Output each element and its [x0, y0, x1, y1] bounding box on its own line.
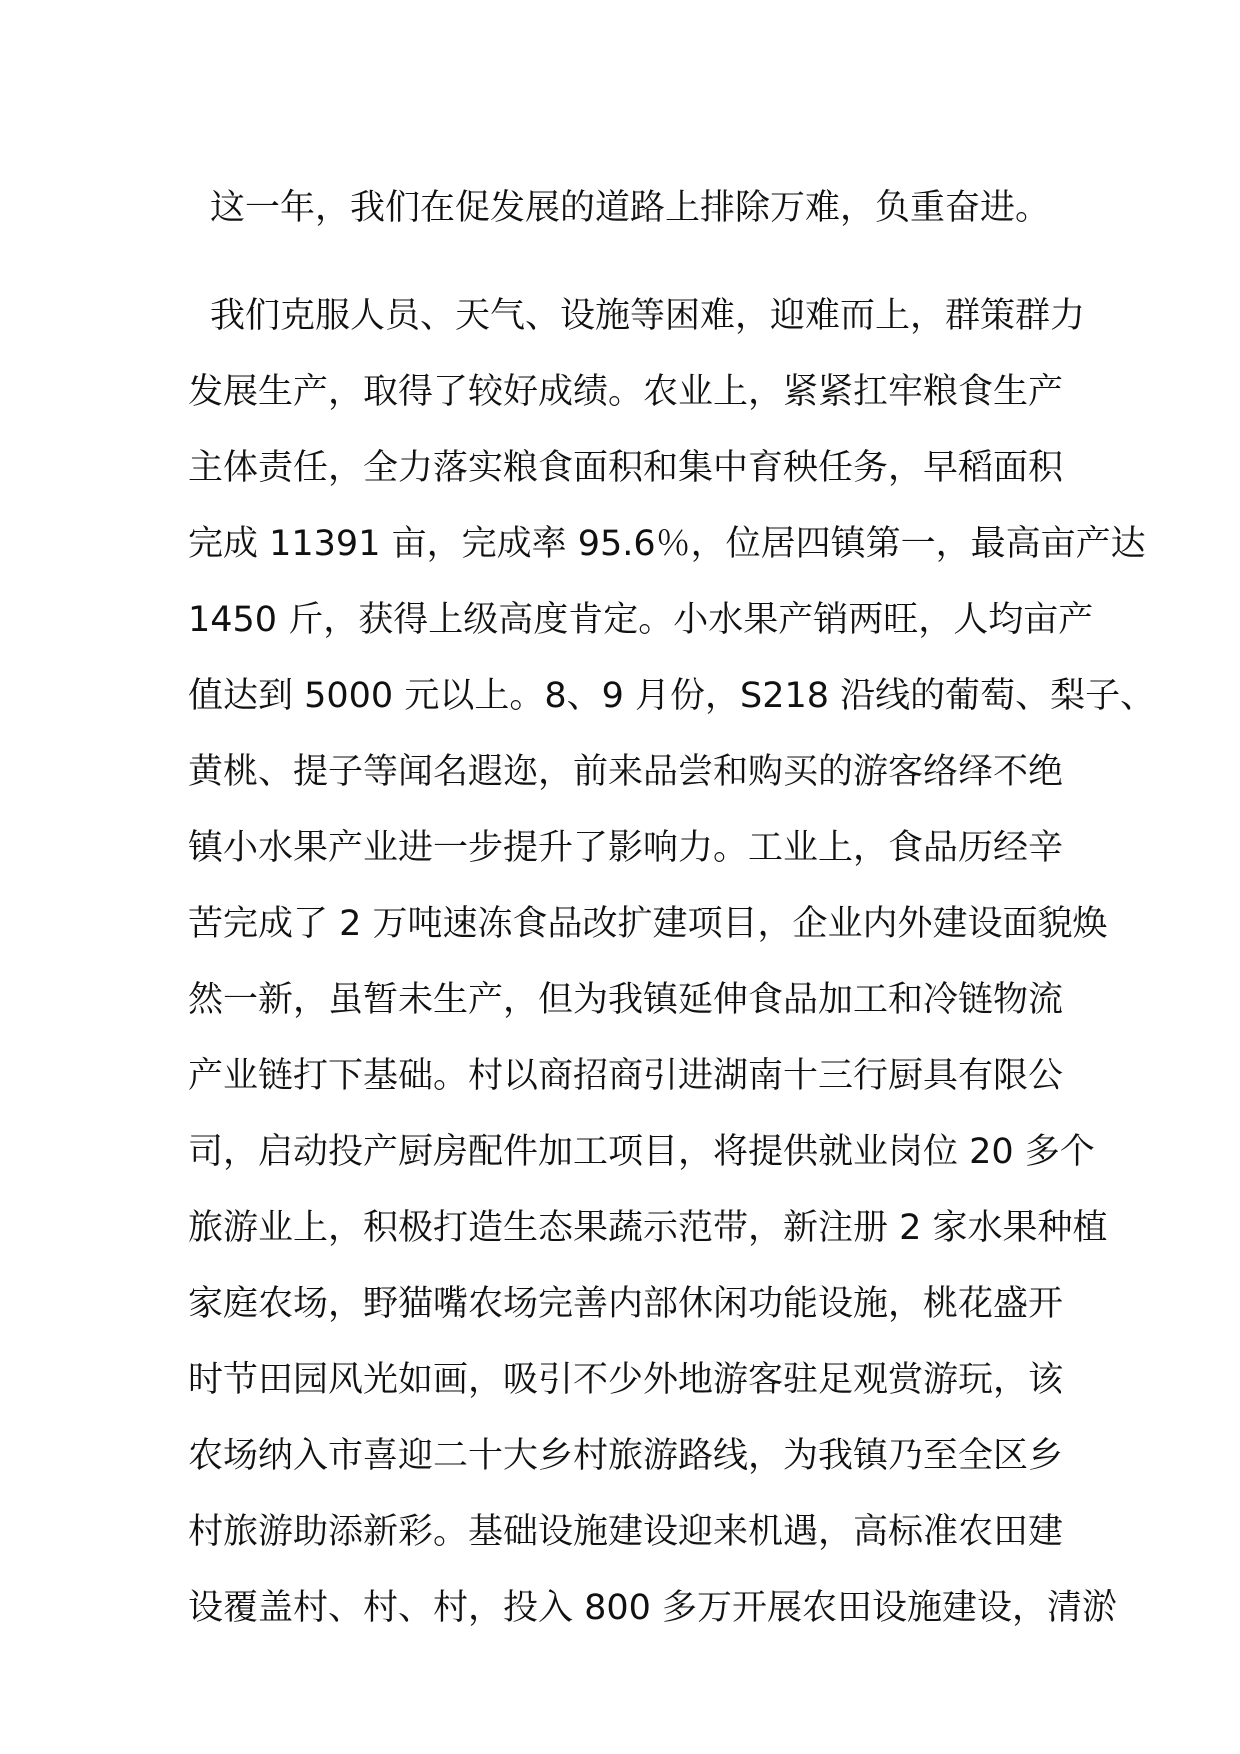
paragraph-2 — [188, 278, 1156, 1646]
paragraph-line: 苦完成了 2 万吨速冻食品改扩建项目，企业内外建设面貌焕 — [188, 904, 1108, 944]
paragraph-line: 我们克服人员、天气、设施等困难，迎难而上，群策群力 — [210, 296, 1086, 336]
paragraph-line: 完成 11391 亩，完成率 95.6％，位居四镇第一，最高亩产达 — [188, 524, 1146, 564]
paragraph-line: 值达到 5000 元以上。8、9 月份，S218 沿线的葡萄、梨子、 — [188, 676, 1156, 716]
paragraph-line: 发展生产，取得了较好成绩。农业上，紧紧扛牢粮食生产 — [188, 372, 1064, 412]
paragraph-line: 设覆盖村、村、村，投入 800 多万开展农田设施建设，清淤 — [188, 1588, 1118, 1628]
paragraph-line: 这一年，我们在促发展的道路上排除万难，负重奋进。 — [210, 188, 1051, 228]
paragraph-line: 村旅游助添新彩。基础设施建设迎来机遇，高标准农田建 — [188, 1512, 1064, 1552]
paragraph-line: 农场纳入市喜迎二十大乡村旅游路线，为我镇乃至全区乡 — [188, 1436, 1064, 1476]
paragraph-1 — [188, 170, 1063, 246]
paragraph-line: 家庭农场，野猫嘴农场完善内部休闲功能设施，桃花盛开 — [188, 1284, 1064, 1324]
paragraph-line: 时节田园风光如画，吸引不少外地游客驻足观赏游玩，该 — [188, 1360, 1064, 1400]
paragraph-line: 旅游业上，积极打造生态果蔬示范带，新注册 2 家水果种植 — [188, 1208, 1108, 1248]
paragraph-line: 1450 斤，获得上级高度肯定。小水果产销两旺，人均亩产 — [188, 600, 1094, 640]
body-text — [188, 170, 1156, 1646]
paragraph-line: 司，启动投产厨房配件加工项目，将提供就业岗位 20 多个 — [188, 1132, 1095, 1172]
paragraph-line: 产业链打下基础。村以商招商引进湖南十三行厨具有限公 — [188, 1056, 1064, 1096]
paragraph-line: 主体责任，全力落实粮食面积和集中育秧任务，早稻面积 — [188, 448, 1064, 488]
paragraph-line: 镇小水果产业进一步提升了影响力。工业上，食品历经辛 — [188, 828, 1064, 868]
paragraph-line: 黄桃、提子等闻名遐迩，前来品尝和购买的游客络绎不绝 — [188, 752, 1064, 792]
paragraph-line: 然一新，虽暂未生产，但为我镇延伸食品加工和冷链物流 — [188, 980, 1064, 1020]
